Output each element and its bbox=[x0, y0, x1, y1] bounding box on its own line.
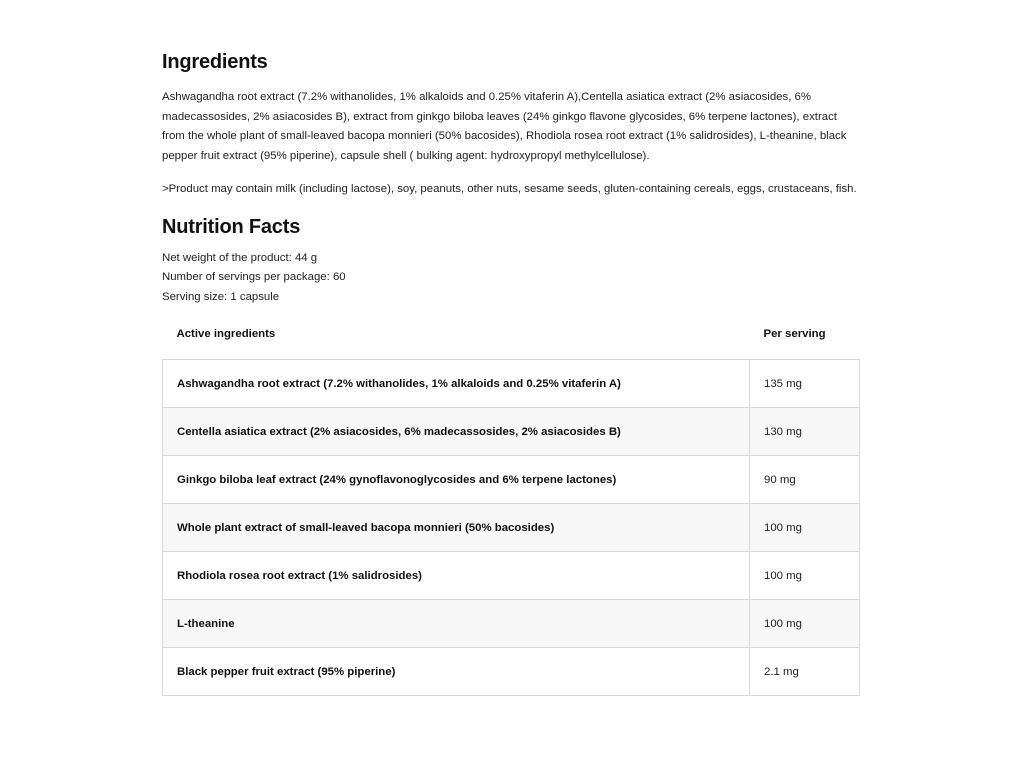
ingredient-name: Centella asiatica extract (2% asiacosides, 6% madecassosides, 2% asiacosides B) bbox=[163, 408, 750, 456]
table-row bbox=[163, 456, 860, 504]
table-row bbox=[163, 552, 860, 600]
servings-per-package: Number of servings per package: 60 bbox=[162, 271, 346, 284]
ingredient-amount: 100 mg bbox=[750, 552, 860, 600]
ingredient-amount: 135 mg bbox=[750, 360, 860, 408]
ingredient-amount: 2.1 mg bbox=[750, 648, 860, 696]
nutrition-heading: Nutrition Facts bbox=[162, 215, 301, 238]
ingredient-name: Whole plant extract of small-leaved bacopa monnieri (50% bacosides) bbox=[163, 504, 750, 552]
ingredient-name: Black pepper fruit extract (95% piperine) bbox=[163, 648, 750, 696]
nutrition-table bbox=[162, 321, 860, 696]
product-info-section bbox=[162, 48, 860, 696]
ingredient-name: L-theanine bbox=[163, 600, 750, 648]
column-header-per-serving: Per serving bbox=[763, 328, 826, 341]
ingredient-name: Ginkgo biloba leaf extract (24% gynoflavonoglycosides and 6% terpene lactones) bbox=[163, 456, 750, 504]
ingredients-heading: Ingredients bbox=[162, 51, 268, 73]
table-row bbox=[163, 504, 860, 552]
ingredient-name: Rhodiola rosea root extract (1% salidrosides) bbox=[163, 552, 750, 600]
serving-size: Serving size: 1 capsule bbox=[162, 290, 280, 303]
table-row bbox=[163, 408, 860, 456]
ingredient-amount: 100 mg bbox=[750, 600, 860, 648]
table-row bbox=[163, 648, 860, 696]
column-header-active-ingredients: Active ingredients bbox=[176, 328, 276, 341]
ingredient-name: Ashwagandha root extract (7.2% withanolides, 1% alkaloids and 0.25% vitaferin A) bbox=[163, 360, 750, 408]
ingredients-paragraph: Ashwagandha root extract (7.2% withanolides, 1% alkaloids and 0.25% vitaferin A),Centella asiatica extract (2% asiacosides, 6% madecassosides, 2% asiacosides B), extract from ginkgo biloba leaves (24% ginkgo flavone glycosides, 6% terpene lactones), extract from the whole plant of small-leaved bacopa monnieri (50% bacosides), Rhodiola rosea root extract (1% salidrosides), L-theanine, black pepper fruit extract (95% piperine), capsule shell ( bulking agent: hydroxypropyl methylcellulose). bbox=[162, 91, 847, 162]
ingredient-amount: 100 mg bbox=[750, 504, 860, 552]
table-row bbox=[163, 600, 860, 648]
net-weight: Net weight of the product: 44 g bbox=[162, 251, 318, 264]
nutrition-facts-list bbox=[162, 249, 860, 308]
table-header-row bbox=[163, 321, 860, 360]
ingredient-amount: 130 mg bbox=[750, 408, 860, 456]
allergen-note: >Product may contain milk (including lactose), soy, peanuts, other nuts, sesame seeds, gluten-containing cereals, eggs, crustaceans, fish. bbox=[162, 183, 857, 196]
table-row bbox=[163, 360, 860, 408]
ingredient-amount: 90 mg bbox=[750, 456, 860, 504]
